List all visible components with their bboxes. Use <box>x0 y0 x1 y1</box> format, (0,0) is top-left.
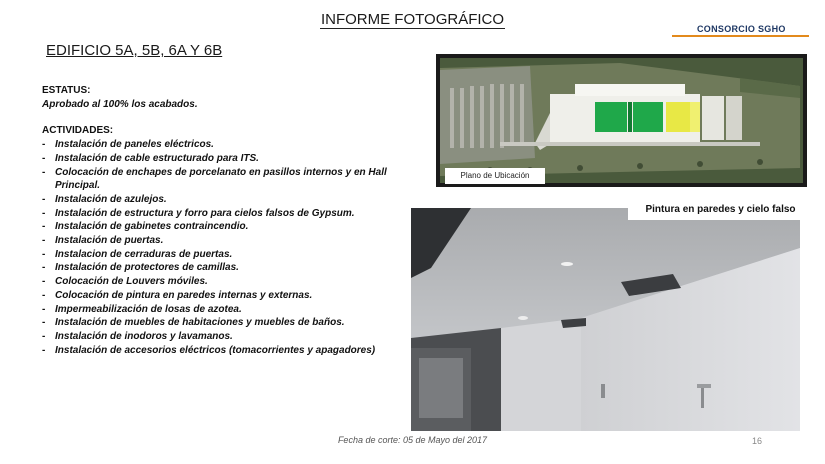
interior-photo-drawing <box>411 208 800 431</box>
yellow-block <box>666 102 690 132</box>
list-item: - Colocación de enchapes de porcelanato en pasillos internos y en Hall Principal. <box>42 166 412 193</box>
list-item: - Instalación de muebles de habitaciones y muebles de baños. <box>42 316 412 330</box>
activities-list <box>42 138 412 357</box>
building-title: EDIFICIO 5A, 5B, 6A Y 6B <box>46 42 223 59</box>
list-item: - Instalacion de cerraduras de puertas. <box>42 248 412 262</box>
list-item: - Instalación de paneles eléctricos. <box>42 138 412 152</box>
list-item: - Instalación de azulejos. <box>42 193 412 207</box>
page-number: 16 <box>752 436 763 446</box>
photo-caption: Pintura en paredes y cielo falso <box>628 200 813 220</box>
plan-caption: Plano de Ubicación <box>445 168 545 184</box>
list-item: - Instalación de protectores de camillas. <box>42 261 412 275</box>
interior-photo <box>411 208 800 431</box>
cutoff-date: Fecha de corte: 05 de Mayo del 2017 <box>337 435 488 445</box>
list-item: - Instalación de inodoros y lavamanos. <box>42 330 412 344</box>
status-text: Aprobado al 100% los acabados. <box>42 98 198 110</box>
content-block <box>42 84 412 357</box>
list-item: - Instalación de puertas. <box>42 234 412 248</box>
activities-heading: ACTIVIDADES: <box>42 125 114 137</box>
site-plan-drawing <box>440 58 803 183</box>
brand-logo-text: CONSORCIO SGHO <box>697 24 786 34</box>
report-title: INFORME FOTOGRÁFICO <box>320 11 505 28</box>
status-heading: ESTATUS: <box>42 85 91 96</box>
list-item: - Colocación de pintura en paredes internas y externas. <box>42 289 412 303</box>
list-item: - Instalación de estructura y forro para cielos falsos de Gypsum. <box>42 207 412 221</box>
list-item: - Instalación de gabinetes contraincendio. <box>42 220 412 234</box>
list-item: - Instalación de cable estructurado para ITS. <box>42 152 412 166</box>
list-item: - Instalación de accesorios eléctricos (tomacorrientes y apagadores) <box>42 344 412 358</box>
brand-underline <box>672 35 809 37</box>
green-block <box>595 102 627 132</box>
list-item: - Colocación de Louvers móviles. <box>42 275 412 289</box>
list-item: - Impermeabilización de losas de azotea. <box>42 303 412 317</box>
